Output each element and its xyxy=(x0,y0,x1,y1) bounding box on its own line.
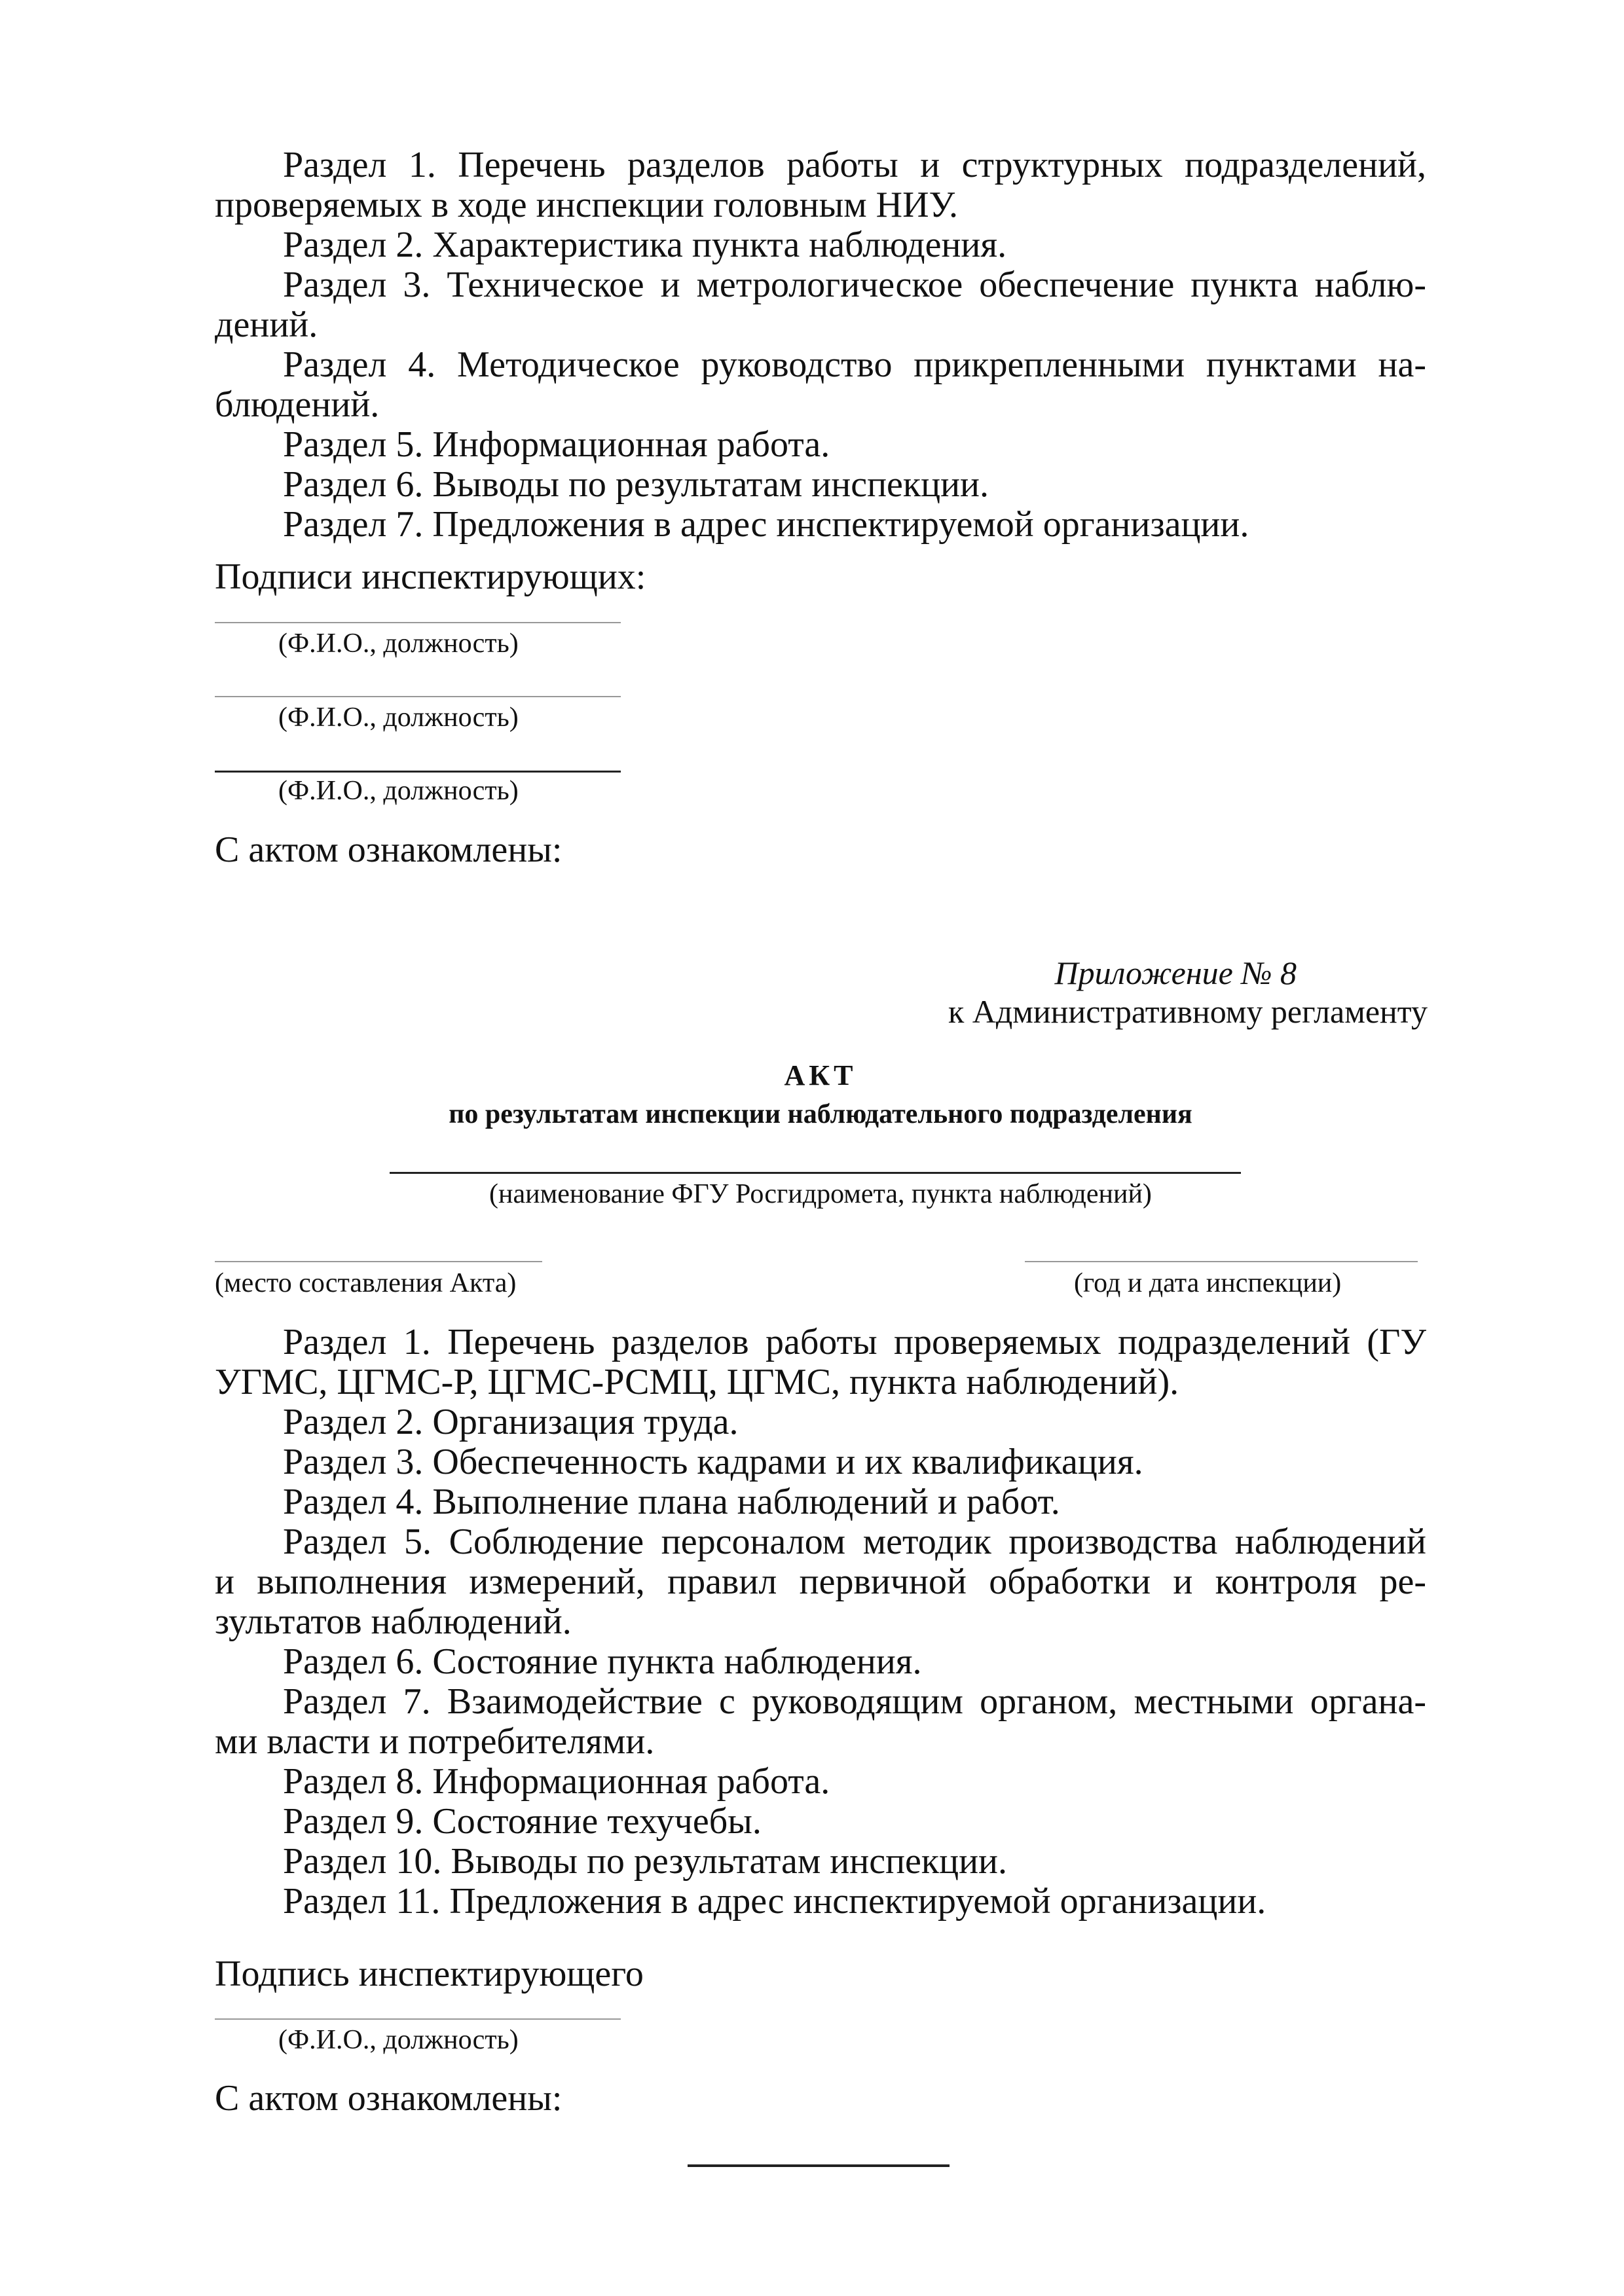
appendix-reference: к Административному регламенту xyxy=(948,993,1428,1030)
signature-line xyxy=(215,622,621,623)
signature-caption: (Ф.И.О., должность) xyxy=(278,629,519,659)
date-caption: (год и дата инспекции) xyxy=(1074,1268,1342,1298)
appendix-number: Приложение № 8 xyxy=(1054,955,1297,991)
signature-caption: (Ф.И.О., должность) xyxy=(278,2025,519,2055)
section-line: Раздел 10. Выводы по результатам инспекции. xyxy=(283,1841,1008,1882)
place-line xyxy=(215,1261,542,1262)
signature-line xyxy=(215,2018,621,2020)
section-line: блюдений. xyxy=(215,384,380,425)
section-line: Раздел 2. Организация труда. xyxy=(283,1402,739,1442)
acquainted-label: С актом ознакомлены: xyxy=(215,2078,563,2119)
section-line: ми власти и потребителями. xyxy=(215,1721,655,1762)
section-line: Раздел 1. Перечень разделов работы и структурных подразделений, xyxy=(283,145,1426,185)
signature-caption: (Ф.И.О., должность) xyxy=(278,776,519,806)
section-line: Раздел 5. Информационная работа. xyxy=(283,424,830,465)
signature-caption: (Ф.И.О., должность) xyxy=(278,702,519,733)
section-line: Раздел 4. Методическое руководство прикрепленными пунктами на- xyxy=(283,344,1426,385)
section-line: зультатов наблюдений. xyxy=(215,1601,572,1642)
section-line: Раздел 1. Перечень разделов работы проверяемых подразделений (ГУ xyxy=(283,1322,1426,1362)
section-line: Раздел 7. Взаимодействие с руководящим органом, местными органа- xyxy=(283,1681,1426,1722)
organization-caption: (наименование ФГУ Росгидромета, пункта наблюдений) xyxy=(489,1179,1152,1209)
act-subtitle: по результатам инспекции наблюдательного подразделения xyxy=(449,1099,1192,1129)
section-line: Раздел 6. Состояние пункта наблюдения. xyxy=(283,1641,922,1682)
section-line: УГМС, ЦГМС-Р, ЦГМС-РСМЦ, ЦГМС, пункта наблюдений). xyxy=(215,1362,1179,1402)
place-caption: (место составления Акта) xyxy=(215,1268,517,1298)
section-line: Раздел 9. Состояние техучебы. xyxy=(283,1801,762,1842)
signature-title: Подпись инспектирующего xyxy=(215,1954,644,1994)
acquainted-label: С актом ознакомлены: xyxy=(215,829,563,870)
section-line: Раздел 3. Обеспеченность кадрами и их квалификация. xyxy=(283,1442,1143,1482)
section-line: дений. xyxy=(215,304,318,345)
date-line xyxy=(1025,1261,1418,1262)
section-line: и выполнения измерений, правил первичной обработки и контроля ре- xyxy=(215,1561,1426,1602)
section-line: Раздел 3. Техническое и метрологическое обеспечение пункта наблю- xyxy=(283,264,1426,305)
end-rule xyxy=(688,2164,950,2167)
signature-line xyxy=(215,696,621,697)
section-line: Раздел 5. Соблюдение персоналом методик производства наблюдений xyxy=(283,1522,1426,1562)
section-line: Раздел 2. Характеристика пункта наблюдения. xyxy=(283,225,1007,265)
section-line: Раздел 8. Информационная работа. xyxy=(283,1761,830,1802)
signatures-title: Подписи инспектирующих: xyxy=(215,556,646,597)
organization-line xyxy=(390,1172,1241,1174)
section-line: проверяемых в ходе инспекции головным НИУ. xyxy=(215,185,959,225)
section-line: Раздел 6. Выводы по результатам инспекции. xyxy=(283,464,989,505)
section-line: Раздел 4. Выполнение плана наблюдений и работ. xyxy=(283,1482,1060,1522)
act-title: АКТ xyxy=(784,1059,857,1091)
signature-line xyxy=(215,771,621,773)
section-line: Раздел 7. Предложения в адрес инспектируемой организации. xyxy=(283,504,1249,545)
section-line: Раздел 11. Предложения в адрес инспектируемой организации. xyxy=(283,1881,1266,1922)
